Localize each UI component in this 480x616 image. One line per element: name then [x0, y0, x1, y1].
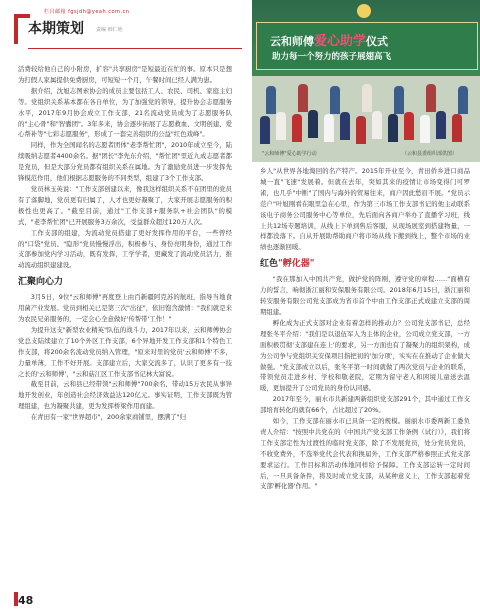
paragraph: 同样，作为全国闻名的志愿者团体"老李帮忙团"，2010年成立至今，陆续吸纳志愿者4400余名。据"团长"李先东介绍，"帮忙团"里近九成志愿者都是党员，但是大部分党员都有组织关系在属地。为了激励党员进一步发挥先锋模范作用，他们根据志愿服务的不同类型，组建了3个工作支部。	[18, 141, 232, 183]
paragraph: 在青田有一家"世界超市"，200余家商铺里，摆满了"归	[30, 413, 187, 422]
paragraph: 3月5日，9位"云和师傅"再度登上由百新疆阿克苏的航班，指导当地食用菌产业发展。党员到相关已是第三次"出征"，依旧饱含激情："我们就是来为农民兄弟服务的，一定会心全意做好'传帮带'工作！"	[18, 293, 232, 324]
paragraph: 乡人"从世界各地淘回的名产特产。2015年开业至今，青田侨乡进口商品城一直"飞速"发展着。但就在去年，突如其来的疫情让市场变得门可罗雀，也几乎"中断"了国内与海外的贸易往来，商户因此愁眉不展。"党员示范户"叶旭刚看在眼里急在心里，作为第三市场工作支部书记的他主动联系该电子商务公司服务中心等单位，先后面向各商户举办了直播学习班，线上共12场专题培训，从线上下单到售后客服，从现场展室到搭建物量，一样都没落下。自从开展助帮助商户将市场从线下搬到线上，整个市场的业绩也逐渐回暖。	[260, 167, 470, 252]
photo-caption: "云和师傅"爱心助学行动	[262, 151, 317, 157]
header-rule	[28, 48, 242, 49]
emblem-icon	[357, 4, 371, 18]
paragraph: 2017年至今，丽水市共新建两新组织党支部291个，其中通过工作支部培育转化的就有66个，占比超过了20%。	[260, 395, 470, 415]
article-column-right	[260, 166, 470, 492]
paragraph: 工作支部的组建，为流动党员搭建了更好发挥作用的平台，一些曾经的"口袋"党员、"隐形"党员慢慢浮出，积极参与、身份亮明身份，通过工作支部参加党内学习活动，既有发挥，工学学者，更藏发了流动党员活力，推动流动组织建建设。	[18, 228, 232, 270]
paragraph: 为提升这支"新型农业精英"队伍的战斗力，2017年以来，云和师傅协会党总支陆续建立了10个外区工作支部，6个异地开发工作支部和1个特色工作支部，将200余名流动党员纳入管理，"原来对里的党员'云和师傅'不多，力量单薄，工作不好开展。支部建立后，大家交流多了，认识了更多有一技之长的'云和师傅'，"云和菇江区工作支部书记林大富说。	[18, 325, 232, 378]
paragraph: 活费较给他自己的小附房，扩容"共享厨房"是短最近在忙的事。原本只是想为打假人家属提供免费厨房，可短短一个月，午餐时间已经人满为患。	[18, 65, 232, 84]
paragraph: "我在那加入中国共产党，做护党的阵刚，遵守党的章程……"面横有力的誓言，响彻浙江丽和安保服务有限公司。2018年6月15日，浙江丽和转安服务有限公司党支部成为省市首个中由工作支部正式成建立支部的周期组建。	[260, 275, 470, 316]
column-email: 栏目邮箱 fgsjdh@yeah.com.cn	[44, 9, 130, 15]
subheading-incubator: 红色"孵化器"	[260, 259, 315, 270]
photo-credit: （云和县委组织部供图）	[402, 151, 458, 157]
banner-subtitle: 助力每一个努力的孩子展翅高飞	[272, 52, 392, 62]
paragraph: 如今，工作支部在丽水市已具备一定的规模。丽丽水市委两新工委负责人介绍："按照中共党在的《中国共产党支部工作条例（试行）》，我们将工作支部定性为过渡性的临时党支部，除了不发展党员，处分党员党员，不收党费外，不选举党代会代表和换届外，工作支部严格参照正式党支部要求运行。工作目标和活动体地同样给予保障。工作支部运转一定时间后，一旦具备条件，将及时成立党支部，从某种意义上，工作支部起着党支部'孵化器'作用。"	[260, 417, 470, 491]
paragraph: 孵化成为正式支部对企业有着怎样的推动力？公司党支部书记，总经理张冬平介绍："我们是以退伍军人为主体的企业，公司成立党支部，一方面积极贯彻'支部建在连上'的要求，另一方面也有了凝聚力的组织架构，成为公司争与党组织关安保项目指把初的'加分项'，实实在在推动了企业做大做强。"党支部成立以后，张冬平第一时间就做了两次党员与企业的联系，带领党员走进乡村、学校和敬老院，定期为留守老人和困境儿童送去温暖，更加提升了公司党员的身份认同感。	[260, 318, 470, 393]
article-column-left	[18, 64, 232, 423]
paragraph: 据介绍，沈旭志图索协会的成员主要包括工人、农民、司机、家庭主妇等。党组织关系基本都在各自单位，为了加强党的领导，提升协会志愿服务水平，2017年9月协会成立工作支部，21名流动党员成为了志愿服务队的"主心骨"和"智囊团"。3年多来，协会逐步拓展了志愿救血、文明创建、爱心帮补等"七彩志愿服务"，形成了一套完善组织的公益"红色戏峰"。	[18, 86, 232, 139]
section-title: 本期策划	[28, 21, 84, 37]
ceremony-photo	[252, 0, 480, 162]
page-header	[14, 4, 244, 54]
subheading-cohesion: 汇聚向心力	[18, 277, 64, 288]
page-number: 48	[18, 594, 34, 607]
paragraph: 党员林玉英说："工作支部创建以来，像我这样组织关系不在团里的党员有了落脚地，党员更有归属了，人才也更好凝聚了，大家开展志愿服务的积极性也更高了。"截至目前，通过"工作支部+服务队+社会团队"的模式，"老李帮忙团"已开展服务3万余次，受益群众超过120万人次。	[18, 184, 232, 226]
banner-title: 云和师傅爱心助学仪式	[270, 34, 389, 49]
editor-credit: 责编 韩仁艳	[96, 27, 123, 33]
paragraph: 截至目前，云和县已经带领"云和师傅"700余名，带动15万农民从事异地开发创业，年创造社会经济效益达120亿元。事实证明，工作支部既为管理组建，也为凝聚共建，更为发挥桥梁作用而建。	[18, 380, 232, 411]
